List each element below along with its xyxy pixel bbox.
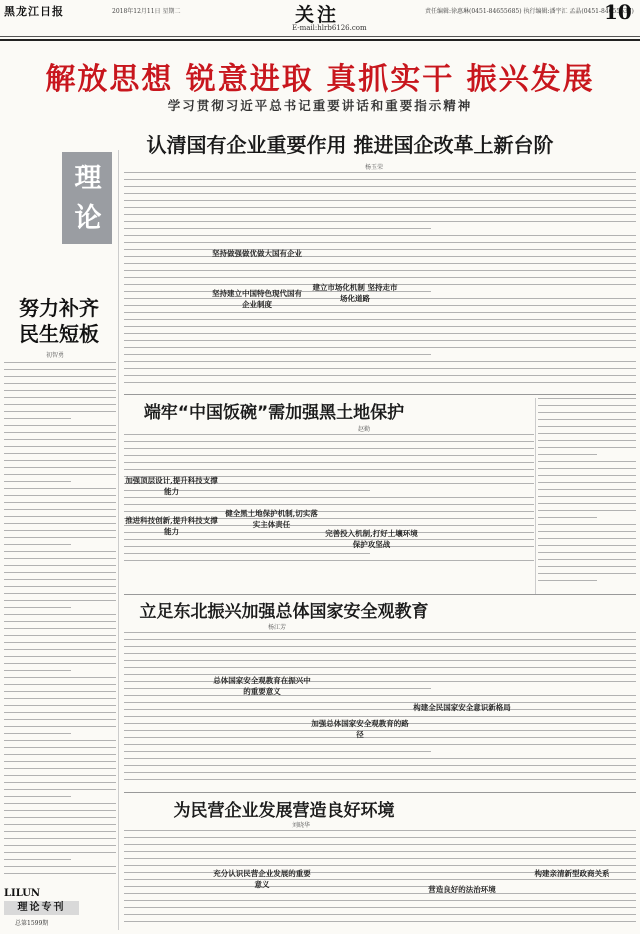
article-3-subhead-2: 加强总体国家安全观教育的路径 bbox=[311, 719, 409, 739]
text-line bbox=[4, 761, 116, 762]
text-line bbox=[124, 865, 636, 866]
article-1-subhead-3: 建立市场化机制 坚持走市场化道路 bbox=[312, 283, 398, 303]
article-4-subhead-1: 充分认识民营企业发展的重要意义 bbox=[213, 869, 311, 889]
text-line bbox=[4, 768, 116, 769]
text-line bbox=[4, 642, 116, 643]
text-line bbox=[538, 524, 636, 525]
text-line bbox=[4, 726, 116, 727]
text-line bbox=[124, 716, 636, 717]
right-commentary-body bbox=[538, 398, 636, 588]
text-line bbox=[538, 559, 636, 560]
text-line bbox=[538, 517, 597, 518]
text-line bbox=[4, 369, 116, 370]
theory-edition-label: 理论专刊 bbox=[4, 901, 79, 915]
text-line bbox=[124, 207, 636, 208]
text-line bbox=[124, 214, 636, 215]
article-3-subhead-3: 构建全民国家安全意识新格局 bbox=[413, 703, 511, 712]
banner-subheadline: 学习贯彻习近平总书记重要讲话和重要指示精神 bbox=[167, 98, 473, 113]
text-line bbox=[124, 434, 534, 435]
text-line bbox=[124, 639, 636, 640]
text-line bbox=[124, 772, 636, 773]
banner-headline: 解放思想 锐意进取 真抓实干 振兴发展 bbox=[45, 62, 595, 97]
text-line bbox=[4, 607, 71, 608]
side-column-title-line2: 民生短板 bbox=[19, 322, 99, 346]
text-line bbox=[4, 754, 116, 755]
newspaper-masthead: 黑龙江日报 bbox=[4, 5, 64, 18]
text-line bbox=[4, 621, 116, 622]
text-line bbox=[124, 695, 636, 696]
text-line bbox=[124, 235, 636, 236]
text-line bbox=[4, 509, 116, 510]
text-line bbox=[538, 475, 636, 476]
text-line bbox=[124, 221, 636, 222]
text-line bbox=[124, 851, 636, 852]
text-line bbox=[538, 405, 636, 406]
text-line bbox=[124, 263, 636, 264]
text-line bbox=[4, 565, 116, 566]
text-line bbox=[4, 537, 116, 538]
text-line bbox=[538, 461, 636, 462]
text-line bbox=[124, 497, 534, 498]
article-divider-2 bbox=[124, 594, 636, 595]
theory-char-2: 论 bbox=[74, 203, 102, 234]
side-column-author: 初智勇 bbox=[46, 352, 65, 359]
text-line bbox=[124, 858, 636, 859]
text-line bbox=[124, 921, 636, 922]
text-line bbox=[124, 667, 636, 668]
article-1-author: 杨玉荣 bbox=[365, 164, 384, 171]
text-line bbox=[4, 649, 116, 650]
text-line bbox=[4, 516, 116, 517]
text-line bbox=[4, 691, 116, 692]
text-line bbox=[4, 425, 116, 426]
text-line bbox=[124, 674, 636, 675]
text-line bbox=[124, 361, 636, 362]
text-line bbox=[4, 677, 116, 678]
text-line bbox=[124, 455, 534, 456]
text-line bbox=[538, 454, 597, 455]
text-line bbox=[4, 586, 116, 587]
text-line bbox=[4, 495, 116, 496]
article-3-body bbox=[124, 632, 636, 790]
article-4-subhead-3: 构建亲清新型政商关系 bbox=[534, 869, 610, 878]
text-line bbox=[124, 560, 534, 561]
header-divider-thick bbox=[0, 39, 640, 41]
text-line bbox=[538, 580, 597, 581]
text-line bbox=[124, 441, 534, 442]
text-line bbox=[124, 751, 431, 752]
text-line bbox=[124, 462, 534, 463]
text-line bbox=[124, 879, 636, 880]
text-line bbox=[4, 593, 116, 594]
text-line bbox=[4, 530, 116, 531]
text-line bbox=[124, 354, 431, 355]
article-divider-3 bbox=[124, 792, 636, 793]
text-line bbox=[4, 418, 71, 419]
text-line bbox=[4, 446, 116, 447]
text-line bbox=[538, 503, 636, 504]
text-line bbox=[4, 397, 116, 398]
text-line bbox=[124, 914, 636, 915]
page-number: 10 bbox=[604, 0, 632, 24]
text-line bbox=[124, 347, 636, 348]
text-line bbox=[538, 440, 636, 441]
text-line bbox=[124, 333, 636, 334]
text-line bbox=[4, 551, 116, 552]
text-line bbox=[4, 600, 116, 601]
text-line bbox=[538, 538, 636, 539]
text-line bbox=[4, 383, 116, 384]
text-line bbox=[124, 504, 534, 505]
text-line bbox=[124, 448, 534, 449]
text-line bbox=[4, 873, 116, 874]
text-line bbox=[124, 837, 636, 838]
text-line bbox=[124, 511, 534, 512]
section-email: E-mail:hlrb6126.com bbox=[292, 24, 367, 32]
text-line bbox=[4, 628, 116, 629]
text-line bbox=[124, 277, 636, 278]
article-divider-1 bbox=[124, 394, 636, 395]
text-line bbox=[124, 709, 636, 710]
text-line bbox=[4, 817, 116, 818]
text-line bbox=[124, 830, 636, 831]
text-line bbox=[4, 859, 71, 860]
text-line bbox=[538, 552, 636, 553]
text-line bbox=[538, 545, 636, 546]
lilun-logo: LILUN bbox=[4, 888, 41, 899]
text-line bbox=[4, 775, 116, 776]
text-line bbox=[4, 663, 116, 664]
text-line bbox=[124, 172, 636, 173]
text-line bbox=[4, 845, 116, 846]
side-column-body bbox=[4, 362, 116, 880]
text-line bbox=[4, 656, 116, 657]
text-line bbox=[538, 468, 636, 469]
text-line bbox=[4, 558, 116, 559]
text-line bbox=[4, 838, 116, 839]
text-line bbox=[4, 824, 116, 825]
text-line bbox=[124, 382, 636, 383]
text-line bbox=[4, 803, 116, 804]
text-line bbox=[124, 893, 636, 894]
text-line bbox=[124, 256, 636, 257]
text-line bbox=[538, 510, 636, 511]
issue-date: 2018年12月11日 星期二 bbox=[112, 8, 181, 15]
text-line bbox=[4, 684, 116, 685]
article-4-author: 刘晓华 bbox=[292, 822, 311, 829]
side-column-title-line1: 努力补齐 bbox=[19, 296, 99, 320]
article-3-title: 立足东北振兴加强总体国家安全观教育 bbox=[139, 602, 429, 622]
text-line bbox=[124, 844, 636, 845]
article-4-body bbox=[124, 830, 636, 930]
text-line bbox=[124, 744, 636, 745]
text-line bbox=[124, 326, 636, 327]
text-line bbox=[124, 765, 636, 766]
text-line bbox=[4, 411, 116, 412]
text-line bbox=[124, 779, 636, 780]
article-2-subhead-1: 加强顶层设计,提升科技支撑能力 bbox=[125, 476, 218, 496]
text-line bbox=[538, 496, 636, 497]
article-3-author: 杨江芳 bbox=[268, 624, 287, 631]
text-line bbox=[124, 681, 636, 682]
text-line bbox=[4, 432, 116, 433]
text-line bbox=[124, 900, 636, 901]
text-line bbox=[4, 747, 116, 748]
text-line bbox=[124, 305, 636, 306]
article-4-title: 为民营企业发展营造良好环境 bbox=[173, 801, 395, 821]
text-line bbox=[124, 469, 534, 470]
text-line bbox=[4, 670, 71, 671]
text-line bbox=[4, 481, 71, 482]
text-line bbox=[124, 312, 636, 313]
text-line bbox=[4, 474, 116, 475]
header-divider bbox=[0, 36, 640, 37]
text-line bbox=[538, 447, 636, 448]
article-2-author: 赵勤 bbox=[358, 426, 371, 433]
issue-number: 总第1599期 bbox=[15, 920, 49, 927]
text-line bbox=[4, 523, 116, 524]
text-line bbox=[538, 412, 636, 413]
text-line bbox=[124, 375, 636, 376]
text-line bbox=[538, 489, 636, 490]
text-line bbox=[4, 698, 116, 699]
text-line bbox=[124, 228, 431, 229]
text-line bbox=[4, 453, 116, 454]
editor-credits: 责任编辑:徐惠琳(0451-84655685) 执行编辑:潘宇汇 孟晶(0451-84655637) bbox=[425, 8, 634, 15]
text-line bbox=[538, 566, 636, 567]
article-2-subhead-3: 健全黑土地保护机制,切实落实主体责任 bbox=[225, 509, 318, 529]
text-line bbox=[4, 502, 116, 503]
text-line bbox=[4, 733, 71, 734]
article-2-subhead-2: 推进科技创新,提升科技支撑能力 bbox=[125, 516, 218, 536]
text-line bbox=[4, 635, 116, 636]
text-line bbox=[4, 439, 116, 440]
text-line bbox=[4, 705, 116, 706]
right-column-divider bbox=[535, 398, 536, 594]
text-line bbox=[124, 340, 636, 341]
text-line bbox=[4, 712, 116, 713]
text-line bbox=[4, 572, 116, 573]
text-line bbox=[4, 376, 116, 377]
text-line bbox=[538, 398, 636, 399]
article-1-subhead-2: 坚持建立中国特色现代国有企业制度 bbox=[212, 289, 302, 309]
text-line bbox=[124, 249, 636, 250]
article-2-subhead-4: 完善投入机制,打好土壤环境保护攻坚战 bbox=[325, 529, 418, 549]
text-line bbox=[4, 404, 116, 405]
text-line bbox=[124, 758, 636, 759]
theory-char-1: 理 bbox=[74, 163, 102, 194]
text-line bbox=[124, 646, 636, 647]
text-line bbox=[538, 419, 636, 420]
text-line bbox=[4, 467, 116, 468]
text-line bbox=[124, 702, 636, 703]
text-line bbox=[4, 362, 116, 363]
text-line bbox=[538, 433, 636, 434]
article-1-title: 认清国有企业重要作用 推进国企改革上新台阶 bbox=[146, 133, 554, 157]
text-line bbox=[124, 270, 636, 271]
text-line bbox=[124, 653, 636, 654]
text-line bbox=[538, 573, 636, 574]
text-line bbox=[4, 831, 116, 832]
text-line bbox=[124, 186, 636, 187]
text-line bbox=[4, 866, 116, 867]
article-4-subhead-2: 营造良好的法治环境 bbox=[428, 885, 496, 894]
text-line bbox=[4, 614, 116, 615]
text-line bbox=[538, 531, 636, 532]
text-line bbox=[538, 426, 636, 427]
text-line bbox=[124, 553, 370, 554]
text-line bbox=[124, 193, 636, 194]
text-line bbox=[4, 719, 116, 720]
text-line bbox=[4, 810, 116, 811]
text-line bbox=[4, 740, 116, 741]
text-line bbox=[124, 242, 636, 243]
text-line bbox=[4, 579, 116, 580]
article-2-title: 端牢“中国饭碗”需加强黑土地保护 bbox=[143, 403, 405, 423]
text-line bbox=[124, 632, 636, 633]
text-line bbox=[4, 460, 116, 461]
text-line bbox=[4, 390, 116, 391]
text-line bbox=[124, 179, 636, 180]
text-line bbox=[4, 852, 116, 853]
text-line bbox=[124, 319, 636, 320]
text-line bbox=[4, 789, 116, 790]
text-line bbox=[4, 782, 116, 783]
section-title: 关注 bbox=[295, 4, 340, 26]
sidebar-divider bbox=[118, 150, 119, 930]
text-line bbox=[538, 482, 636, 483]
article-1-subhead-1: 坚持做强做优做大国有企业 bbox=[212, 249, 302, 258]
text-line bbox=[124, 660, 636, 661]
text-line bbox=[4, 544, 71, 545]
text-line bbox=[124, 907, 636, 908]
text-line bbox=[124, 200, 636, 201]
text-line bbox=[4, 796, 71, 797]
article-3-subhead-1: 总体国家安全观教育在振兴中的重要意义 bbox=[213, 676, 311, 696]
text-line bbox=[4, 488, 116, 489]
text-line bbox=[124, 368, 636, 369]
